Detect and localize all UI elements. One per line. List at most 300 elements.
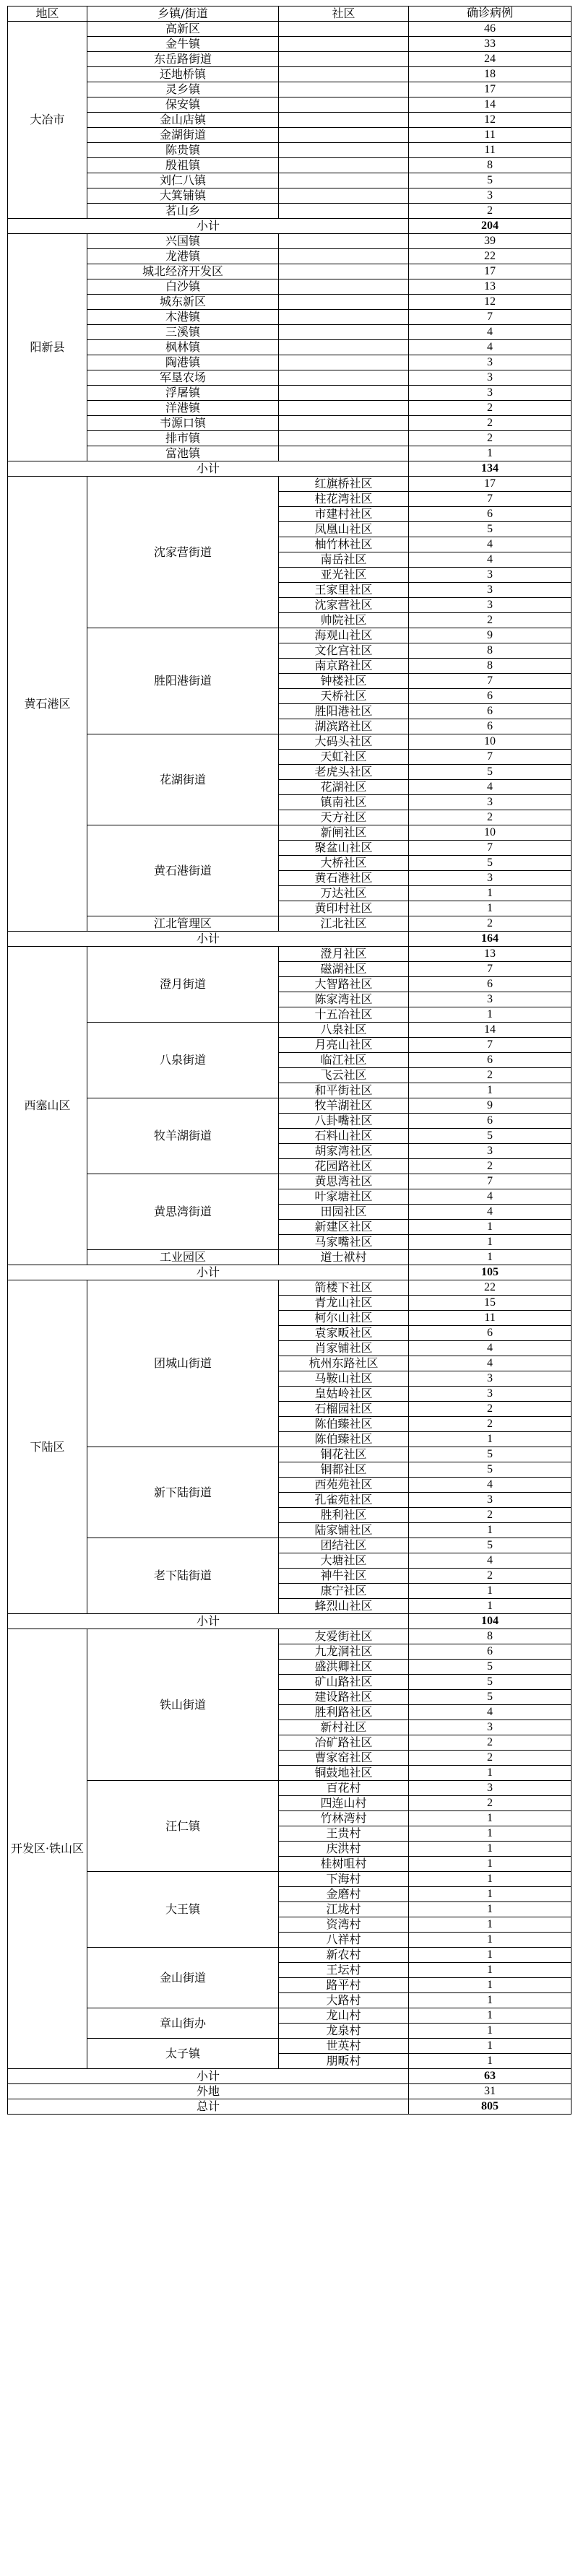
community-cell bbox=[279, 386, 409, 401]
community-cell: 资湾村 bbox=[279, 1917, 409, 1933]
community-cell: 花园路社区 bbox=[279, 1159, 409, 1174]
count-cell: 4 bbox=[409, 780, 571, 795]
table-row bbox=[8, 1098, 571, 1114]
count-cell: 1 bbox=[409, 446, 571, 461]
subtotal-row bbox=[8, 461, 571, 477]
community-cell: 王家里社区 bbox=[279, 583, 409, 598]
count-cell: 2 bbox=[409, 613, 571, 628]
community-cell: 江北社区 bbox=[279, 916, 409, 932]
community-cell: 月亮山社区 bbox=[279, 1038, 409, 1053]
subtotal-row bbox=[8, 932, 571, 947]
count-cell: 4 bbox=[409, 1356, 571, 1371]
table-row bbox=[8, 1538, 571, 1553]
count-cell: 1 bbox=[409, 1007, 571, 1023]
count-cell: 3 bbox=[409, 1493, 571, 1508]
count-cell: 2 bbox=[409, 1402, 571, 1417]
community-cell: 胜利路社区 bbox=[279, 1705, 409, 1720]
community-cell: 黄思湾社区 bbox=[279, 1174, 409, 1189]
count-cell: 6 bbox=[409, 719, 571, 734]
town-cell: 老下陆街道 bbox=[87, 1538, 279, 1614]
town-cell: 韦源口镇 bbox=[87, 416, 279, 431]
count-cell: 6 bbox=[409, 1644, 571, 1660]
community-cell: 南京路社区 bbox=[279, 659, 409, 674]
community-cell: 龙山村 bbox=[279, 2008, 409, 2024]
community-cell: 柯尔山社区 bbox=[279, 1311, 409, 1326]
community-cell: 下海村 bbox=[279, 1872, 409, 1887]
community-cell bbox=[279, 416, 409, 431]
table-row bbox=[8, 1023, 571, 1038]
community-cell: 陆家铺社区 bbox=[279, 1523, 409, 1538]
community-cell: 老虎头社区 bbox=[279, 765, 409, 780]
community-cell bbox=[279, 249, 409, 264]
count-cell: 13 bbox=[409, 279, 571, 295]
community-cell bbox=[279, 67, 409, 82]
table-row bbox=[8, 401, 571, 416]
count-cell: 1 bbox=[409, 1826, 571, 1842]
table-row bbox=[8, 67, 571, 82]
header-count: 确诊病例 bbox=[409, 6, 571, 22]
table-row bbox=[8, 1174, 571, 1189]
region-cell: 下陆区 bbox=[8, 1280, 87, 1614]
count-cell: 6 bbox=[409, 689, 571, 704]
town-cell: 大王镇 bbox=[87, 1872, 279, 1948]
table-row bbox=[8, 734, 571, 750]
count-cell: 18 bbox=[409, 67, 571, 82]
subtotal-label: 小计 bbox=[8, 1265, 409, 1280]
table-row bbox=[8, 628, 571, 643]
town-cell: 大箕铺镇 bbox=[87, 188, 279, 204]
town-cell: 洋港镇 bbox=[87, 401, 279, 416]
table-row bbox=[8, 128, 571, 143]
table-row bbox=[8, 22, 571, 37]
count-cell: 5 bbox=[409, 1660, 571, 1675]
community-cell: 袁家畈社区 bbox=[279, 1326, 409, 1341]
community-cell: 新村社区 bbox=[279, 1720, 409, 1735]
count-cell: 11 bbox=[409, 1311, 571, 1326]
town-cell: 新下陆街道 bbox=[87, 1447, 279, 1538]
community-cell: 文化宫社区 bbox=[279, 643, 409, 659]
count-cell: 2 bbox=[409, 431, 571, 446]
count-cell: 6 bbox=[409, 977, 571, 992]
table-row bbox=[8, 188, 571, 204]
community-cell: 神牛社区 bbox=[279, 1569, 409, 1584]
table-row bbox=[8, 477, 571, 492]
count-cell: 1 bbox=[409, 1220, 571, 1235]
community-cell: 亚光社区 bbox=[279, 568, 409, 583]
town-cell: 龙港镇 bbox=[87, 249, 279, 264]
community-cell: 磁湖社区 bbox=[279, 962, 409, 977]
outside-label: 外地 bbox=[8, 2084, 409, 2099]
table-row bbox=[8, 1948, 571, 1963]
town-cell: 殷祖镇 bbox=[87, 158, 279, 173]
community-cell: 八祥村 bbox=[279, 1933, 409, 1948]
count-cell: 1 bbox=[409, 1811, 571, 1826]
table-row bbox=[8, 295, 571, 310]
count-cell: 3 bbox=[409, 1144, 571, 1159]
subtotal-label: 小计 bbox=[8, 461, 409, 477]
count-cell: 1 bbox=[409, 1917, 571, 1933]
community-cell: 海观山社区 bbox=[279, 628, 409, 643]
town-cell: 刘仁八镇 bbox=[87, 173, 279, 188]
count-cell: 2 bbox=[409, 1735, 571, 1751]
town-cell: 军垦农场 bbox=[87, 370, 279, 386]
community-cell: 大塘社区 bbox=[279, 1553, 409, 1569]
count-cell: 24 bbox=[409, 52, 571, 67]
community-cell: 天方社区 bbox=[279, 810, 409, 825]
count-cell: 1 bbox=[409, 1963, 571, 1978]
table-row bbox=[8, 2039, 571, 2054]
community-cell: 青龙山社区 bbox=[279, 1296, 409, 1311]
community-cell: 牧羊湖社区 bbox=[279, 1098, 409, 1114]
count-cell: 2 bbox=[409, 1508, 571, 1523]
count-cell: 14 bbox=[409, 1023, 571, 1038]
table-row bbox=[8, 1872, 571, 1887]
community-cell bbox=[279, 279, 409, 295]
community-cell: 大桥社区 bbox=[279, 856, 409, 871]
subtotal-value: 134 bbox=[409, 461, 571, 477]
town-cell: 灵乡镇 bbox=[87, 82, 279, 97]
count-cell: 12 bbox=[409, 113, 571, 128]
community-cell bbox=[279, 401, 409, 416]
count-cell: 15 bbox=[409, 1296, 571, 1311]
count-cell: 4 bbox=[409, 552, 571, 568]
town-cell: 江北管理区 bbox=[87, 916, 279, 932]
community-cell: 铜都社区 bbox=[279, 1462, 409, 1478]
count-cell: 2 bbox=[409, 1159, 571, 1174]
subtotal-row bbox=[8, 1614, 571, 1629]
count-cell: 3 bbox=[409, 992, 571, 1007]
town-cell: 胜阳港街道 bbox=[87, 628, 279, 734]
table-row bbox=[8, 97, 571, 113]
community-cell bbox=[279, 355, 409, 370]
count-cell: 6 bbox=[409, 704, 571, 719]
community-cell bbox=[279, 173, 409, 188]
community-cell: 澄月社区 bbox=[279, 947, 409, 962]
community-cell: 铜花社区 bbox=[279, 1447, 409, 1462]
town-cell: 排市镇 bbox=[87, 431, 279, 446]
count-cell: 1 bbox=[409, 901, 571, 916]
community-cell: 八卦嘴社区 bbox=[279, 1114, 409, 1129]
community-cell: 市建村社区 bbox=[279, 507, 409, 522]
community-cell: 马鞍山社区 bbox=[279, 1371, 409, 1387]
region-cell: 西塞山区 bbox=[8, 947, 87, 1265]
count-cell: 4 bbox=[409, 340, 571, 355]
community-cell: 柱花湾社区 bbox=[279, 492, 409, 507]
community-cell: 镇南社区 bbox=[279, 795, 409, 810]
table-row bbox=[8, 204, 571, 219]
community-cell bbox=[279, 370, 409, 386]
community-cell: 胜阳港社区 bbox=[279, 704, 409, 719]
community-cell bbox=[279, 37, 409, 52]
count-cell: 10 bbox=[409, 825, 571, 841]
count-cell: 1 bbox=[409, 1887, 571, 1902]
town-cell: 汪仁镇 bbox=[87, 1781, 279, 1872]
community-cell bbox=[279, 143, 409, 158]
town-cell: 保安镇 bbox=[87, 97, 279, 113]
community-cell: 建设路社区 bbox=[279, 1690, 409, 1705]
case-table bbox=[7, 6, 571, 2115]
count-cell: 1 bbox=[409, 1902, 571, 1917]
count-cell: 1 bbox=[409, 1599, 571, 1614]
count-cell: 2 bbox=[409, 1751, 571, 1766]
count-cell: 1 bbox=[409, 1857, 571, 1872]
count-cell: 3 bbox=[409, 598, 571, 613]
community-cell: 沈家营社区 bbox=[279, 598, 409, 613]
town-cell: 城东新区 bbox=[87, 295, 279, 310]
community-cell bbox=[279, 310, 409, 325]
count-cell: 14 bbox=[409, 97, 571, 113]
count-cell: 1 bbox=[409, 2054, 571, 2069]
community-cell bbox=[279, 97, 409, 113]
count-cell: 4 bbox=[409, 537, 571, 552]
count-cell: 46 bbox=[409, 22, 571, 37]
count-cell: 5 bbox=[409, 173, 571, 188]
community-cell bbox=[279, 431, 409, 446]
count-cell: 3 bbox=[409, 1387, 571, 1402]
community-cell: 聚盆山社区 bbox=[279, 841, 409, 856]
town-cell: 金牛镇 bbox=[87, 37, 279, 52]
subtotal-row bbox=[8, 2069, 571, 2084]
community-cell bbox=[279, 128, 409, 143]
count-cell: 7 bbox=[409, 1174, 571, 1189]
community-cell: 十五冶社区 bbox=[279, 1007, 409, 1023]
count-cell: 7 bbox=[409, 750, 571, 765]
subtotal-row bbox=[8, 219, 571, 234]
community-cell: 箭楼下社区 bbox=[279, 1280, 409, 1296]
community-cell bbox=[279, 295, 409, 310]
community-cell: 陈伯臻社区 bbox=[279, 1417, 409, 1432]
community-cell: 盛洪卿社区 bbox=[279, 1660, 409, 1675]
community-cell: 金磨村 bbox=[279, 1887, 409, 1902]
count-cell: 6 bbox=[409, 1053, 571, 1068]
count-cell: 17 bbox=[409, 477, 571, 492]
region-cell: 大冶市 bbox=[8, 22, 87, 219]
community-cell: 新闸社区 bbox=[279, 825, 409, 841]
count-cell: 2 bbox=[409, 1068, 571, 1083]
count-cell: 1 bbox=[409, 886, 571, 901]
region-cell: 开发区·铁山区 bbox=[8, 1629, 87, 2069]
town-cell: 团城山街道 bbox=[87, 1280, 279, 1447]
count-cell: 8 bbox=[409, 1629, 571, 1644]
community-cell bbox=[279, 204, 409, 219]
table-row bbox=[8, 1250, 571, 1265]
town-cell: 浮屠镇 bbox=[87, 386, 279, 401]
community-cell: 冶矿路社区 bbox=[279, 1735, 409, 1751]
town-cell: 木港镇 bbox=[87, 310, 279, 325]
table-row bbox=[8, 1280, 571, 1296]
count-cell: 3 bbox=[409, 386, 571, 401]
count-cell: 5 bbox=[409, 765, 571, 780]
table-row bbox=[8, 173, 571, 188]
count-cell: 1 bbox=[409, 1584, 571, 1599]
community-cell: 友爱街社区 bbox=[279, 1629, 409, 1644]
count-cell: 6 bbox=[409, 1326, 571, 1341]
town-cell: 茗山乡 bbox=[87, 204, 279, 219]
subtotal-label: 小计 bbox=[8, 219, 409, 234]
count-cell: 33 bbox=[409, 37, 571, 52]
community-cell bbox=[279, 113, 409, 128]
count-cell: 4 bbox=[409, 1553, 571, 1569]
community-cell: 道士袱村 bbox=[279, 1250, 409, 1265]
community-cell: 九龙洞社区 bbox=[279, 1644, 409, 1660]
community-cell: 黄印村社区 bbox=[279, 901, 409, 916]
town-cell: 黄思湾街道 bbox=[87, 1174, 279, 1250]
table-row bbox=[8, 113, 571, 128]
count-cell: 5 bbox=[409, 1675, 571, 1690]
town-cell: 陶港镇 bbox=[87, 355, 279, 370]
community-cell: 石料山社区 bbox=[279, 1129, 409, 1144]
count-cell: 1 bbox=[409, 1978, 571, 1993]
table-row bbox=[8, 916, 571, 932]
community-cell bbox=[279, 340, 409, 355]
community-cell: 胜利社区 bbox=[279, 1508, 409, 1523]
community-cell: 康宁社区 bbox=[279, 1584, 409, 1599]
community-cell: 叶家塘社区 bbox=[279, 1189, 409, 1205]
count-cell: 7 bbox=[409, 310, 571, 325]
table-row bbox=[8, 82, 571, 97]
community-cell: 帅院社区 bbox=[279, 613, 409, 628]
town-cell: 陈贵镇 bbox=[87, 143, 279, 158]
count-cell: 5 bbox=[409, 1462, 571, 1478]
community-cell: 万达社区 bbox=[279, 886, 409, 901]
header-town: 乡镇/街道 bbox=[87, 6, 279, 22]
table-header-row bbox=[8, 6, 571, 22]
count-cell: 13 bbox=[409, 947, 571, 962]
count-cell: 5 bbox=[409, 1690, 571, 1705]
town-cell: 八泉街道 bbox=[87, 1023, 279, 1098]
outside-row bbox=[8, 2084, 571, 2099]
count-cell: 1 bbox=[409, 1432, 571, 1447]
town-cell: 澄月街道 bbox=[87, 947, 279, 1023]
count-cell: 22 bbox=[409, 1280, 571, 1296]
count-cell: 7 bbox=[409, 1038, 571, 1053]
town-cell: 铁山街道 bbox=[87, 1629, 279, 1781]
community-cell: 江垅村 bbox=[279, 1902, 409, 1917]
community-cell: 新农村 bbox=[279, 1948, 409, 1963]
community-cell: 花湖社区 bbox=[279, 780, 409, 795]
count-cell: 8 bbox=[409, 158, 571, 173]
table-row bbox=[8, 158, 571, 173]
count-cell: 11 bbox=[409, 128, 571, 143]
count-cell: 6 bbox=[409, 1114, 571, 1129]
subtotal-label: 小计 bbox=[8, 1614, 409, 1629]
count-cell: 2 bbox=[409, 1796, 571, 1811]
community-cell: 大路村 bbox=[279, 1993, 409, 2008]
count-cell: 7 bbox=[409, 841, 571, 856]
town-cell: 枫林镇 bbox=[87, 340, 279, 355]
community-cell: 天虹社区 bbox=[279, 750, 409, 765]
community-cell: 陈家湾社区 bbox=[279, 992, 409, 1007]
count-cell: 7 bbox=[409, 674, 571, 689]
table-row bbox=[8, 370, 571, 386]
count-cell: 5 bbox=[409, 856, 571, 871]
community-cell: 飞云社区 bbox=[279, 1068, 409, 1083]
community-cell: 桂树咀村 bbox=[279, 1857, 409, 1872]
table-row bbox=[8, 264, 571, 279]
community-cell: 红旗桥社区 bbox=[279, 477, 409, 492]
subtotal-label: 小计 bbox=[8, 932, 409, 947]
count-cell: 17 bbox=[409, 264, 571, 279]
town-cell: 白沙镇 bbox=[87, 279, 279, 295]
count-cell: 39 bbox=[409, 234, 571, 249]
subtotal-label: 小计 bbox=[8, 2069, 409, 2084]
count-cell: 5 bbox=[409, 522, 571, 537]
count-cell: 3 bbox=[409, 1371, 571, 1387]
header-community: 社区 bbox=[279, 6, 409, 22]
community-cell: 马家嘴社区 bbox=[279, 1235, 409, 1250]
count-cell: 2 bbox=[409, 810, 571, 825]
community-cell: 竹林湾村 bbox=[279, 1811, 409, 1826]
count-cell: 22 bbox=[409, 249, 571, 264]
count-cell: 8 bbox=[409, 659, 571, 674]
count-cell: 3 bbox=[409, 871, 571, 886]
count-cell: 1 bbox=[409, 2008, 571, 2024]
count-cell: 9 bbox=[409, 628, 571, 643]
community-cell bbox=[279, 82, 409, 97]
community-cell: 孔雀苑社区 bbox=[279, 1493, 409, 1508]
town-cell: 金湖街道 bbox=[87, 128, 279, 143]
community-cell: 团结社区 bbox=[279, 1538, 409, 1553]
count-cell: 1 bbox=[409, 1842, 571, 1857]
community-cell bbox=[279, 52, 409, 67]
count-cell: 2 bbox=[409, 1569, 571, 1584]
table-row bbox=[8, 143, 571, 158]
region-cell: 阳新县 bbox=[8, 234, 87, 461]
community-cell: 路平村 bbox=[279, 1978, 409, 1993]
count-cell: 1 bbox=[409, 1872, 571, 1887]
town-cell: 花湖街道 bbox=[87, 734, 279, 825]
count-cell: 1 bbox=[409, 1250, 571, 1265]
town-cell: 牧羊湖街道 bbox=[87, 1098, 279, 1174]
count-cell: 2 bbox=[409, 401, 571, 416]
community-cell: 朋畈村 bbox=[279, 2054, 409, 2069]
table-row bbox=[8, 325, 571, 340]
community-cell: 四连山村 bbox=[279, 1796, 409, 1811]
town-cell: 城北经济开发区 bbox=[87, 264, 279, 279]
community-cell bbox=[279, 325, 409, 340]
community-cell: 铜鼓地社区 bbox=[279, 1766, 409, 1781]
table-row bbox=[8, 1781, 571, 1796]
table-row bbox=[8, 37, 571, 52]
header-region: 地区 bbox=[8, 6, 87, 22]
table-row bbox=[8, 340, 571, 355]
town-cell: 还地桥镇 bbox=[87, 67, 279, 82]
count-cell: 1 bbox=[409, 2039, 571, 2054]
table-row bbox=[8, 355, 571, 370]
table-row bbox=[8, 1447, 571, 1462]
community-cell: 大智路社区 bbox=[279, 977, 409, 992]
table-row bbox=[8, 310, 571, 325]
count-cell: 1 bbox=[409, 1766, 571, 1781]
count-cell: 6 bbox=[409, 507, 571, 522]
table-body bbox=[8, 22, 571, 2115]
count-cell: 1 bbox=[409, 2024, 571, 2039]
town-cell: 太子镇 bbox=[87, 2039, 279, 2069]
community-cell: 柚竹林社区 bbox=[279, 537, 409, 552]
count-cell: 3 bbox=[409, 188, 571, 204]
subtotal-value: 164 bbox=[409, 932, 571, 947]
table-row bbox=[8, 825, 571, 841]
count-cell: 4 bbox=[409, 1705, 571, 1720]
community-cell bbox=[279, 446, 409, 461]
community-cell: 西苑苑社区 bbox=[279, 1478, 409, 1493]
count-cell: 5 bbox=[409, 1538, 571, 1553]
count-cell: 17 bbox=[409, 82, 571, 97]
town-cell: 高新区 bbox=[87, 22, 279, 37]
table-row bbox=[8, 416, 571, 431]
table-row bbox=[8, 947, 571, 962]
table-row bbox=[8, 52, 571, 67]
